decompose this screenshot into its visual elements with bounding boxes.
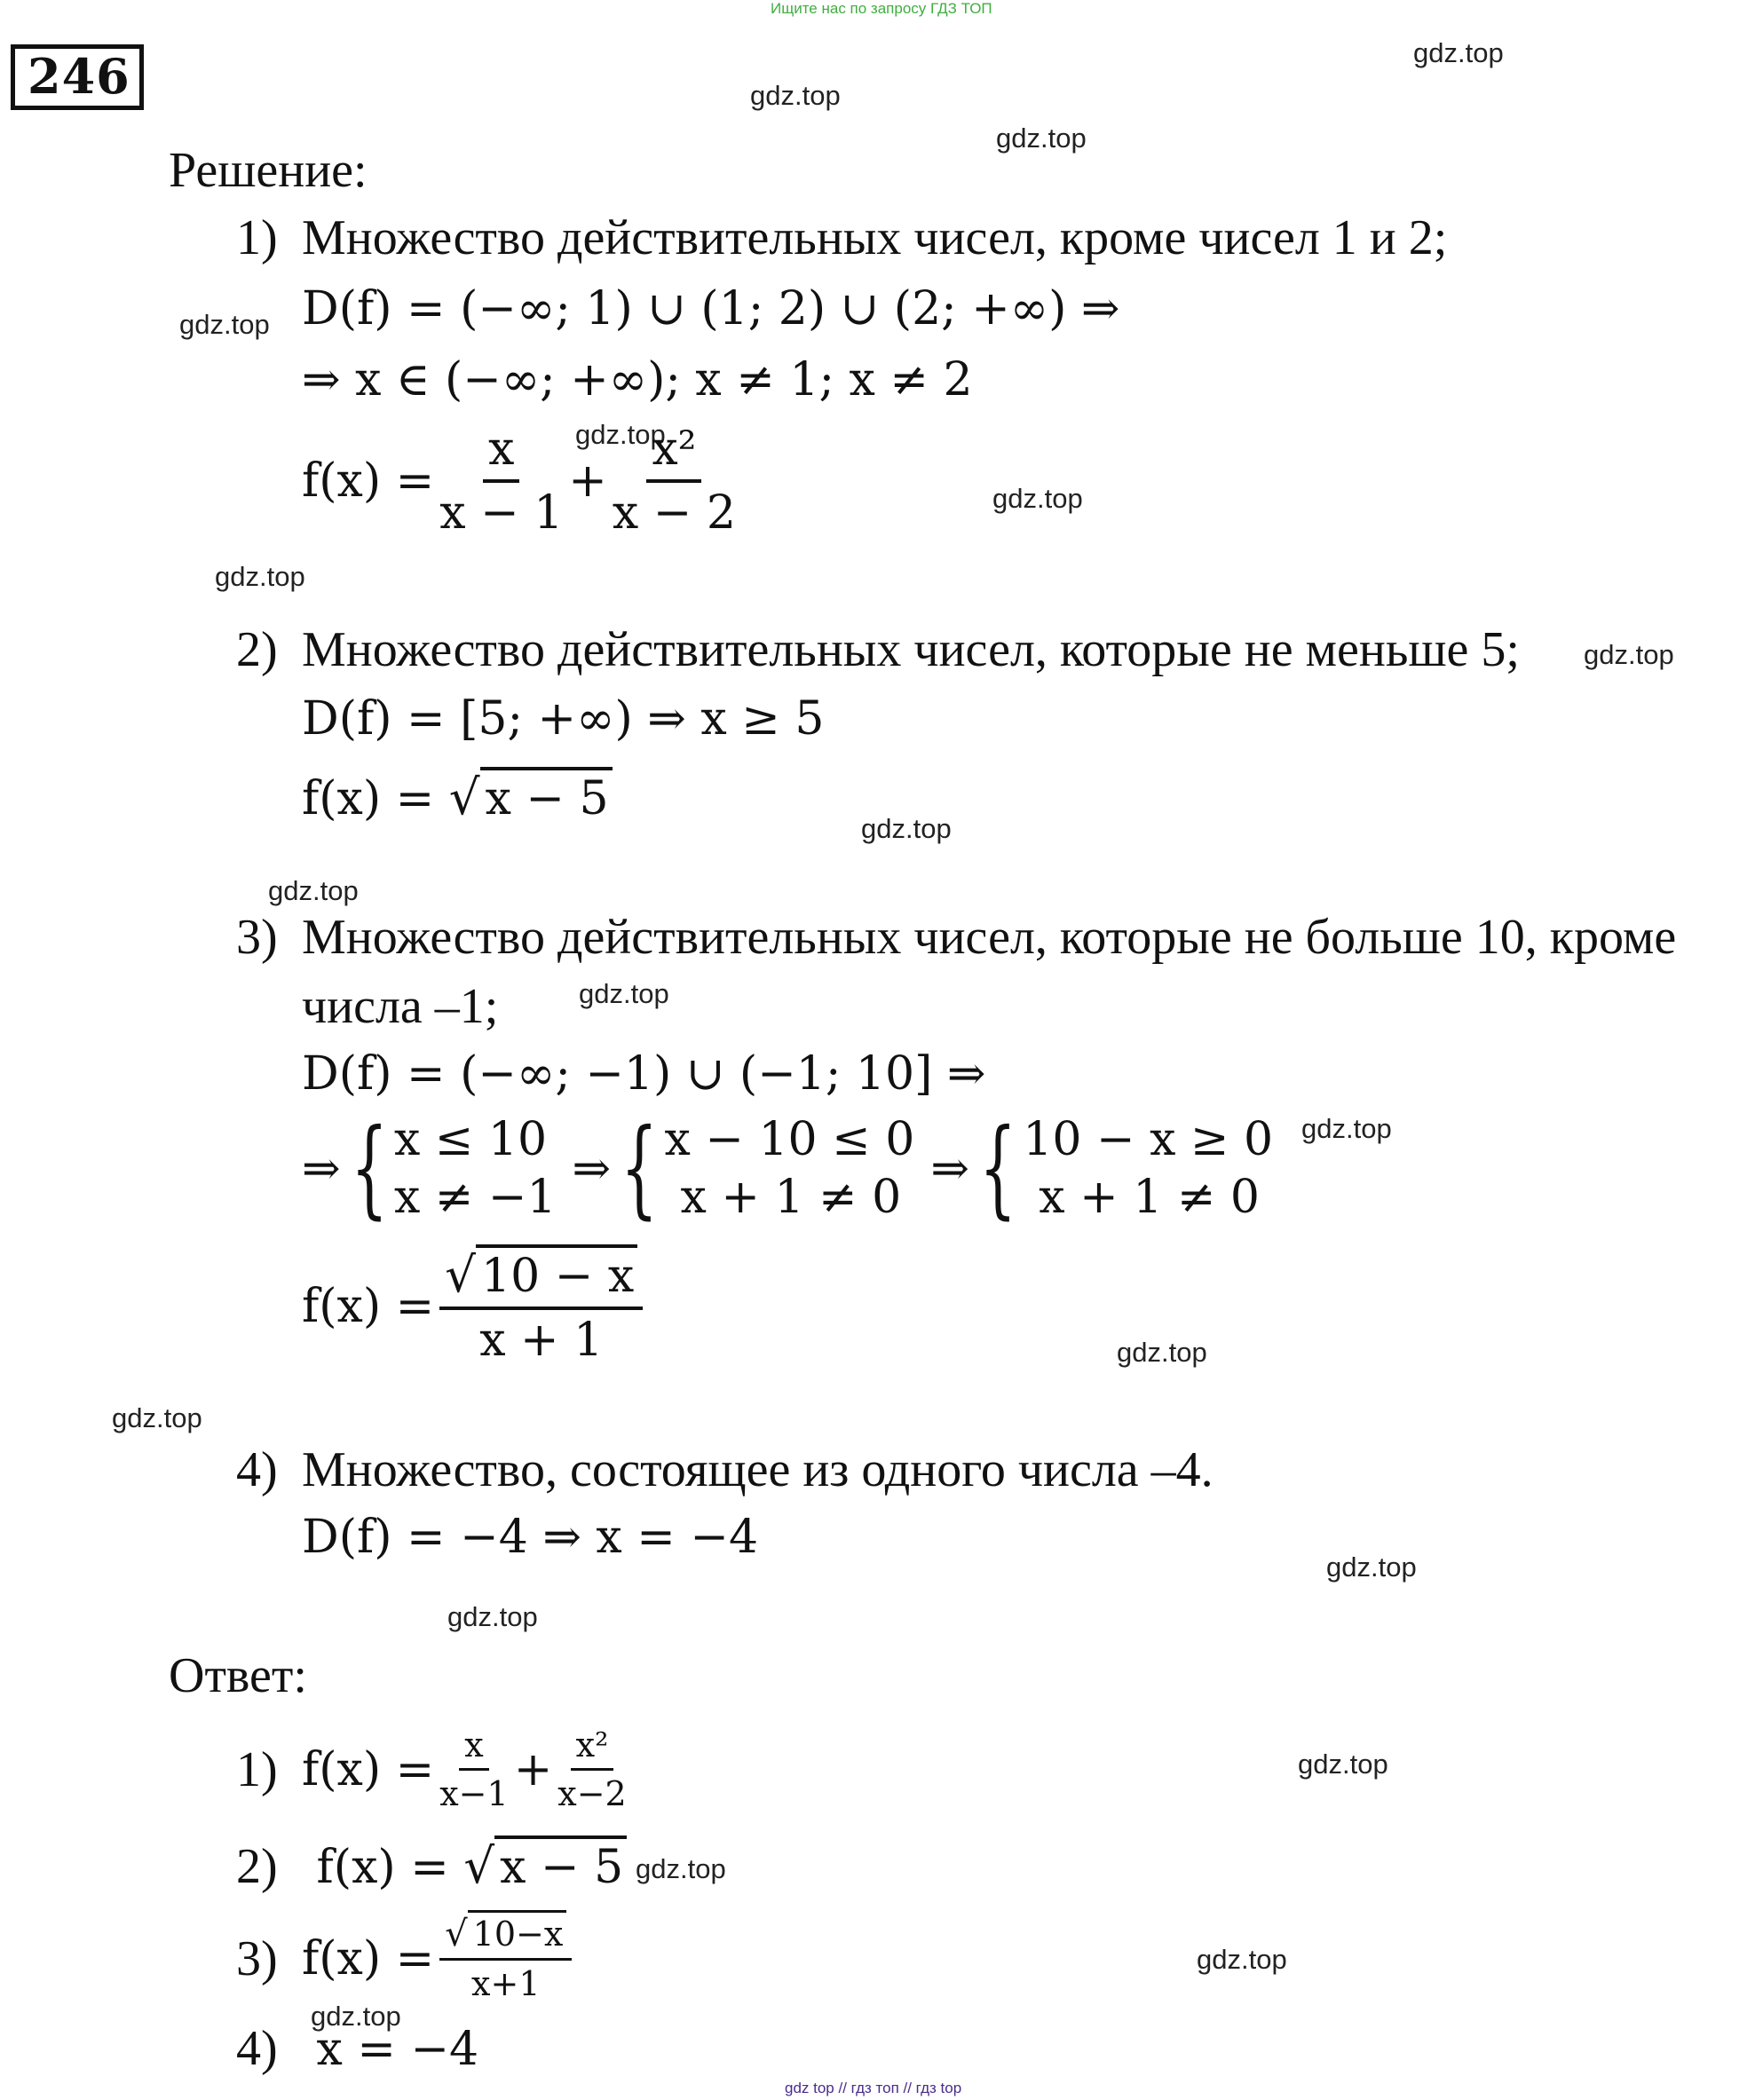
item-description: Множество, состоящее из одного числа –4. [302,1442,1214,1497]
item-number: 1) [236,210,278,265]
item-3-domain: D(f) = (−∞; −1) ∪ (−1; 10] ⇒ [302,1047,986,1101]
watermark: gdz.top [1326,1551,1417,1583]
watermark: gdz.top [1413,37,1504,68]
condition: 10 − x ≥ 0 [1023,1113,1274,1166]
fraction [439,422,563,540]
top-banner: Ищите нас по запросу ГДЗ ТОП [771,0,992,17]
fraction [439,1246,643,1367]
item-number: 4) [236,1442,278,1497]
fraction-denominator: x + 1 [479,1314,604,1367]
answer-number: 2) [236,1839,278,1894]
fraction-numerator: x² [571,1725,614,1771]
radical-sign: √ [445,1246,477,1303]
fraction-denominator: x+1 [471,1964,541,2003]
system-of-conditions [969,1107,1274,1230]
implies-arrow: ⇒ [930,1142,969,1196]
answer-1 [236,1725,632,1813]
function-prefix: f(x) = [302,772,435,825]
fraction [557,1725,626,1813]
function-prefix: f(x) = [316,1841,449,1894]
implies-arrow: ⇒ [302,1142,341,1196]
item-description: Множество действительных чисел, кроме чисел 1 и 2; [302,210,1448,265]
fraction-denominator: x − 1 [439,486,564,540]
condition: x − 10 ≤ 0 [664,1113,915,1166]
watermark: gdz.top [179,309,270,340]
watermark: gdz.top [575,419,666,450]
item-number: 3) [236,910,278,965]
item-3-system [302,1107,1274,1230]
item-3-text [236,909,1676,966]
answer-2 [236,1837,627,1895]
watermark: gdz.top [1301,1113,1392,1144]
item-1-function [302,422,741,540]
answer-3 [236,1914,577,2003]
function-prefix: f(x) = [302,454,435,508]
answer-number: 1) [236,1741,278,1797]
function-prefix: f(x) = [302,1931,435,1986]
watermark: gdz.top [1117,1337,1207,1368]
answer-number: 4) [236,2021,278,2076]
condition: x ≤ 10 [393,1113,548,1166]
watermark: gdz.top [268,875,359,906]
watermark: gdz.top [215,561,305,592]
plus-sign: + [568,454,607,508]
watermark: gdz.top [579,978,669,1009]
fraction-numerator [439,1914,572,1961]
function-prefix: f(x) = [302,1280,435,1333]
item-3-text-cont: числа –1; [302,979,499,1034]
fraction [439,1725,508,1813]
watermark: gdz.top [447,1601,538,1632]
fraction-denominator: x−2 [557,1774,627,1813]
answer-heading: Ответ: [169,1648,307,1703]
condition: x + 1 ≠ 0 [680,1171,902,1224]
system-of-conditions [341,1107,557,1230]
item-1-implies: ⇒ x ∈ (−∞; +∞); x ≠ 1; x ≠ 2 [302,353,973,407]
implies-arrow: ⇒ [572,1142,612,1196]
item-3-function [302,1246,648,1367]
radical-sign: √ [463,1837,495,1894]
footer: gdz top // гдз топ // гдз top [785,2080,962,2096]
watermark: gdz.top [992,483,1083,514]
fraction [439,1914,572,2003]
fraction-denominator: x−1 [439,1774,509,1813]
radicand: 10 − x [476,1244,637,1303]
plus-sign: + [513,1742,553,1796]
answer-expression: x = −4 [316,2023,479,2076]
fraction-numerator: x [483,422,519,483]
item-description: Множество действительных чисел, которые не меньше 5; [302,622,1520,677]
watermark: gdz.top [861,813,952,844]
item-1-domain: D(f) = (−∞; 1) ∪ (1; 2) ∪ (2; +∞) ⇒ [302,282,1120,336]
radical-sign: √ [445,1914,468,1954]
answer-number: 3) [236,1930,278,1986]
watermark: gdz.top [1197,1944,1287,1975]
item-number: 2) [236,622,278,677]
condition: x ≠ −1 [393,1171,557,1224]
function-prefix: f(x) = [302,1742,435,1796]
fraction-numerator: x² [646,422,701,483]
watermark: gdz.top [311,2001,401,2032]
system-of-conditions [611,1107,915,1230]
watermark: gdz.top [636,1853,726,1884]
watermark: gdz.top [112,1402,202,1433]
item-1-text [236,209,1447,266]
radicand: x − 5 [494,1836,627,1894]
problem-number: 246 [11,44,144,110]
item-2-text [236,621,1520,678]
radical-sign: √ [448,769,480,825]
item-description: Множество действительных чисел, которые не больше 10, кроме [302,910,1677,965]
brace-icon: { [621,1107,659,1230]
watermark: gdz.top [750,80,841,111]
radicand: x − 5 [480,767,613,825]
watermark: gdz.top [1298,1749,1388,1780]
brace-icon: { [350,1107,388,1230]
radicand: 10−x [468,1910,567,1954]
watermark: gdz.top [1584,639,1674,670]
item-2-domain: D(f) = [5; +∞) ⇒ x ≥ 5 [302,692,825,746]
brace-icon: { [979,1107,1017,1230]
fraction-numerator: x [459,1725,488,1771]
answer-4 [236,2020,478,2077]
solution-heading: Решение: [169,143,368,198]
watermark: gdz.top [996,122,1087,154]
item-4-text [236,1441,1214,1498]
fraction-numerator [439,1246,643,1310]
fraction-denominator: x − 2 [612,486,736,540]
item-2-function [302,769,613,825]
item-4-domain: D(f) = −4 ⇒ x = −4 [302,1511,759,1564]
fraction [613,422,736,540]
condition: x + 1 ≠ 0 [1039,1171,1261,1224]
